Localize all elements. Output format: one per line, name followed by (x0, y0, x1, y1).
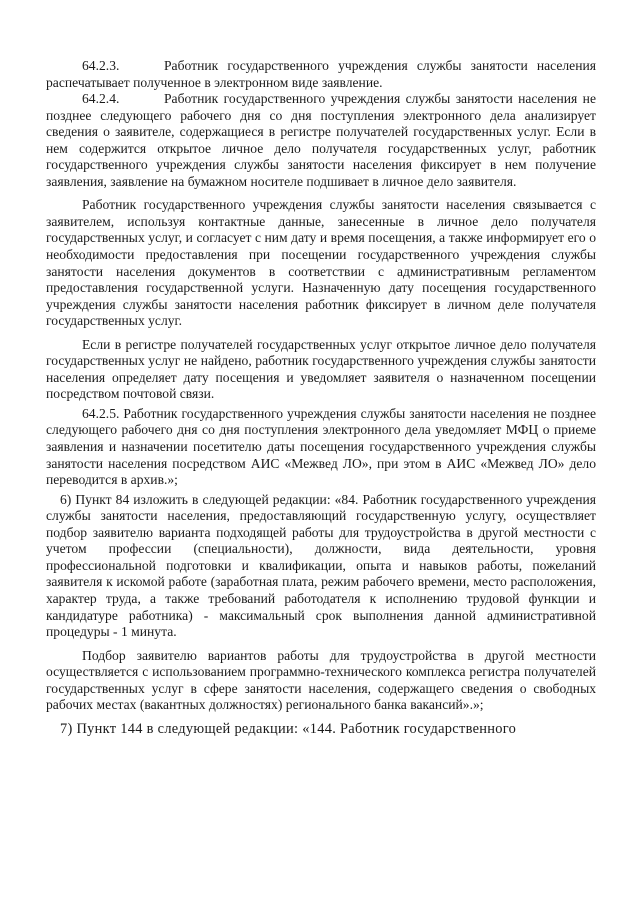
paragraph-text: Подбор заявителю вариантов работы для трудоустройства в другой местности осуществляется с использованием программно-технического комплекса регистра получателей государственных услуг в сфере занятости населения, содержащего сведения о свободных рабочих местах (вакантных должностях) регионального банка вакансий».»; (46, 647, 596, 713)
paragraph-contact-applicant (46, 197, 596, 329)
paragraph-number: 64.2.3. (82, 58, 120, 73)
paragraph-64-2-3 (46, 58, 596, 91)
paragraph-text: Работник государственного учреждения службы занятости населения связывается с заявителем, используя контактные данные, занесенные в личное дело получателя государственных услуг, и согласует с ним дату и время посещения, а также информирует его о необходимости предоставления при посещении государственного учреждения службы занятости населения документов в соответствии с административным регламентом предоставления государственной услуги. Назначенную дату посещения государственного учреждения службы занятости населения работник фиксирует в личном деле получателя государственных услуг. (46, 197, 596, 329)
paragraph-job-selection (46, 648, 596, 714)
paragraph-text: Работник государственного учреждения службы занятости населения не позднее следующего рабочего дня со дня поступления электронного дела анализирует сведения о заявителе, содержащиеся в регистре получателей государственных услуг. Если в нем содержится открытое личное дело получателя государственных услуг, работник государственного учреждения службы занятости населения фиксирует в нем получение заявления, заявление на бумажном носителе подшивает в личное дело заявителя. (46, 91, 596, 189)
paragraph-number: 64.2.4. (82, 91, 120, 107)
paragraph-no-open-file (46, 337, 596, 403)
paragraph-64-2-5 (46, 406, 596, 489)
paragraph-text: 7) Пункт 144 в следующей редакции: «144. Работник государственного (60, 720, 517, 737)
paragraph-64-2-4 (46, 91, 596, 190)
paragraph-text: 64.2.5. Работник государственного учреждения службы занятости населения не позднее следующего рабочего дня со дня поступления электронного дела уведомляет МФЦ о приеме заявления и назначении посетителю даты посещения государственного учреждения службы занятости населения посредством АИС «Межвед ЛО», при этом в АИС «Межвед ЛО» дело переводится в архив.»; (46, 405, 596, 488)
paragraph-text: 6) Пункт 84 изложить в следующей редакции: «84. Работник государственного учреждения службы занятости населения, предоставляющий государственную услугу, осуществляет подбор заявителю варианта подходящей работы для трудоустройства в другой местности с учетом профессии (специальности), должности, вида деятельности, уровня профессиональной подготовки и квалификации, опыта и навыков работы, пожеланий заявителя к искомой работе (заработная плата, режим рабочего времени, место расположения, характер труда, а также требований работодателя к исполнению трудовой функции и кандидатуре работника) - максимальный срок выполнения данной административной процедуры - 1 минута. (46, 491, 596, 640)
paragraph-text: Работник государственного учреждения службы занятости населения распечатывает полученное в электронном виде заявление. (46, 58, 596, 90)
document-page (46, 58, 596, 737)
paragraph-item-6 (46, 492, 596, 641)
paragraph-text: Если в регистре получателей государственных услуг открытое личное дело получателя государственных услуг не найдено, работник государственного учреждения службы занятости населения определяет дату посещения и уведомляет заявителя о назначенном посещении посредством почтовой связи. (46, 336, 596, 402)
paragraph-item-7 (46, 721, 596, 738)
